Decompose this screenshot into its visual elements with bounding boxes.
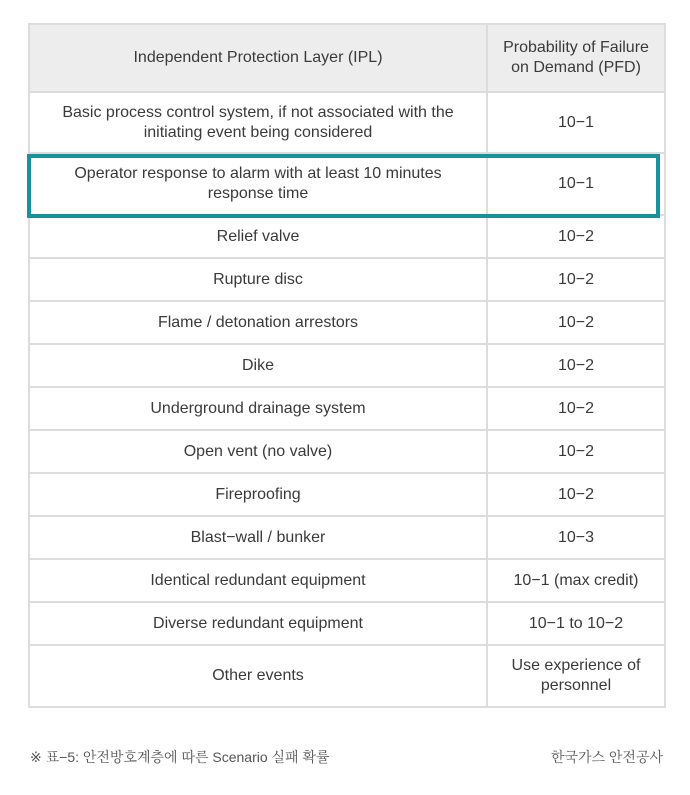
cell-pfd: 10−1 xyxy=(487,92,665,153)
ipl-pfd-table xyxy=(28,23,666,708)
cell-ipl: Identical redundant equipment xyxy=(29,559,487,602)
cell-ipl: Diverse redundant equipment xyxy=(29,602,487,645)
table-row xyxy=(29,258,665,301)
cell-pfd: Use experience of personnel xyxy=(487,645,665,707)
header-pfd: Probability of Failure on Demand (PFD) xyxy=(487,24,665,92)
cell-pfd: 10−2 xyxy=(487,387,665,430)
table-row-highlighted xyxy=(29,153,665,215)
table-row xyxy=(29,602,665,645)
cell-ipl: Blast−wall / bunker xyxy=(29,516,487,559)
cell-ipl: Open vent (no valve) xyxy=(29,430,487,473)
cell-pfd: 10−2 xyxy=(487,258,665,301)
cell-pfd: 10−2 xyxy=(487,344,665,387)
table-row xyxy=(29,645,665,707)
cell-pfd: 10−3 xyxy=(487,516,665,559)
header-ipl: Independent Protection Layer (IPL) xyxy=(29,24,487,92)
table-row xyxy=(29,387,665,430)
table-header xyxy=(29,24,665,92)
table-caption: ※ 표−5: 안전방호계층에 따른 Scenario 실패 확률 xyxy=(30,749,330,765)
cell-pfd: 10−1 xyxy=(487,153,665,215)
table-row xyxy=(29,344,665,387)
cell-pfd: 10−2 xyxy=(487,301,665,344)
cell-pfd: 10−2 xyxy=(487,430,665,473)
table-row xyxy=(29,92,665,153)
table-row xyxy=(29,516,665,559)
table-row xyxy=(29,215,665,258)
table-row xyxy=(29,559,665,602)
table-row xyxy=(29,473,665,516)
cell-pfd: 10−1 to 10−2 xyxy=(487,602,665,645)
source-credit: 한국가스 안전공사 xyxy=(550,749,663,765)
cell-ipl: Dike xyxy=(29,344,487,387)
cell-ipl: Underground drainage system xyxy=(29,387,487,430)
cell-ipl: Rupture disc xyxy=(29,258,487,301)
table-row xyxy=(29,301,665,344)
cell-ipl: Fireproofing xyxy=(29,473,487,516)
cell-pfd: 10−1 (max credit) xyxy=(487,559,665,602)
table-body xyxy=(29,92,665,707)
cell-pfd: 10−2 xyxy=(487,215,665,258)
header-row xyxy=(29,24,665,92)
cell-ipl: Other events xyxy=(29,645,487,707)
cell-ipl: Flame / detonation arrestors xyxy=(29,301,487,344)
cell-ipl: Operator response to alarm with at least 10 minutes response time xyxy=(29,153,487,215)
ipl-pfd-table-container xyxy=(28,23,664,708)
cell-ipl: Basic process control system, if not associated with the initiating event being considered xyxy=(29,92,487,153)
table-row xyxy=(29,430,665,473)
cell-ipl: Relief valve xyxy=(29,215,487,258)
cell-pfd: 10−2 xyxy=(487,473,665,516)
